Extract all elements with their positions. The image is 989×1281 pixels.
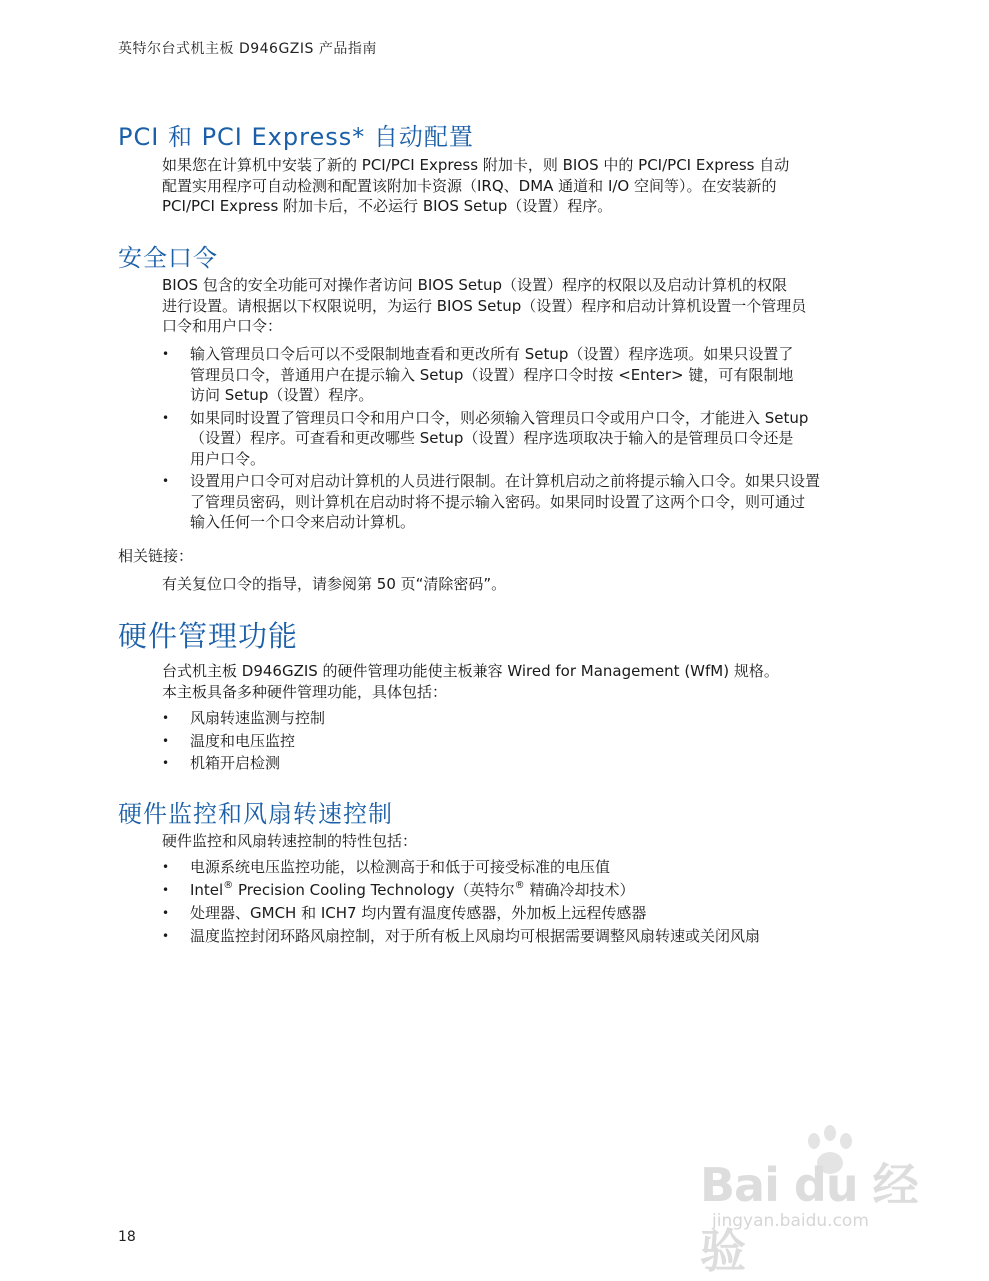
bullet-line: 了管理员密码，则计算机在启动时将不提示输入密码。如果同时设置了这两个口令，则可通过 — [190, 492, 806, 511]
bullet-text: 电源系统电压监控功能，以检测高于和低于可接受标准的电压值 — [190, 858, 611, 876]
bullet-text: 温度监控封闭环路风扇控制，对于所有板上风扇均可根据需要调整风扇转速或关闭风扇 — [190, 927, 761, 945]
bullet-icon: • — [162, 756, 170, 770]
bullet-line: 用户口令。 — [190, 449, 266, 468]
hardware-bullet-list — [162, 707, 882, 775]
list-item — [162, 344, 882, 406]
bullet-text-part: 精确冷却技术） — [524, 881, 635, 899]
bullet-icon: • — [162, 711, 170, 725]
section-heading-pci: PCI 和 PCI Express* 自动配置 — [118, 123, 474, 151]
bullet-line: 设置用户口令可对启动计算机的人员进行限制。在计算机启动之前将提示输入口令。如果只设置 — [190, 472, 821, 490]
bullet-line: 输入任何一个口令来启动计算机。 — [190, 513, 416, 531]
bullet-text — [190, 881, 634, 899]
hardware-intro — [162, 661, 882, 702]
bullet-icon: • — [162, 929, 170, 943]
bullet-icon: • — [162, 347, 170, 361]
bullet-icon: • — [162, 474, 170, 488]
bullet-text: 处理器、GMCH 和 ICH7 均内置有温度传感器，外加板上远程传感器 — [190, 904, 647, 922]
page-number: 18 — [118, 1229, 136, 1245]
list-item — [162, 856, 882, 879]
list-item — [162, 925, 882, 948]
password-intro-line: 进行设置。请根据以下权限说明，为运行 BIOS Setup（设置）程序和启动计算机设置一个管理员 — [162, 296, 807, 315]
list-item — [162, 471, 882, 533]
bullet-text: 机箱开启检测 — [190, 754, 281, 772]
section-heading-password: 安全口令 — [118, 244, 218, 272]
password-bullet-list — [162, 344, 882, 533]
bullet-line: 输入管理员口令后可以不受限制地查看和更改所有 Setup（设置）程序选项。如果只设置了 — [190, 345, 794, 363]
related-links-label: 相关链接： — [118, 547, 194, 565]
list-item — [162, 902, 882, 925]
bullet-text: 风扇转速监测与控制 — [190, 709, 326, 727]
list-item — [162, 752, 882, 775]
pci-paragraph — [162, 155, 882, 217]
registered-mark: ® — [223, 880, 234, 891]
registered-mark: ® — [514, 880, 525, 891]
bullet-icon: • — [162, 860, 170, 874]
monitoring-intro: 硬件监控和风扇转速控制的特性包括： — [162, 832, 418, 850]
password-intro-line: 口令和用户口令： — [162, 317, 283, 335]
baidu-watermark — [700, 1125, 935, 1278]
password-intro — [162, 275, 882, 337]
bullet-line: 管理员口令，普通用户在提示输入 Setup（设置）程序口令时按 <Enter> 键，可有限制地 — [190, 365, 794, 384]
hardware-intro-line: 本主板具备多种硬件管理功能，具体包括： — [162, 682, 448, 701]
running-header: 英特尔台式机主板 D946GZIS 产品指南 — [118, 41, 377, 57]
list-item — [162, 879, 882, 902]
section-heading-monitoring: 硬件监控和风扇转速控制 — [118, 800, 393, 828]
pci-line: 配置实用程序可自动检测和配置该附加卡资源（IRQ、DMA 通道和 I/O 空间等）。在安装新的 — [162, 176, 777, 195]
list-item — [162, 707, 882, 730]
watermark-brand: Bai du 经验 — [700, 1158, 918, 1278]
bullet-line: （设置）程序。可查看和更改哪些 Setup（设置）程序选项取决于输入的是管理员口令还是 — [190, 429, 794, 447]
bullet-text-part: Precision Cooling Technology（英特尔 — [233, 881, 515, 899]
monitoring-bullet-list — [162, 856, 882, 948]
bullet-line: 访问 Setup（设置）程序。 — [190, 386, 374, 404]
bullet-icon: • — [162, 733, 170, 748]
bullet-icon: • — [162, 410, 170, 425]
section-heading-hardware: 硬件管理功能 — [118, 619, 299, 653]
related-link-text[interactable]: 有关复位口令的指导，请参阅第 50 页“清除密码”。 — [162, 575, 507, 593]
list-item — [162, 408, 882, 470]
pci-line: 如果您在计算机中安装了新的 PCI/PCI Express 附加卡，则 BIOS 中的 PCI/PCI Express 自动 — [162, 156, 790, 174]
watermark-url: jingyan.baidu.com — [712, 1211, 869, 1231]
pci-line: PCI/PCI Express 附加卡后，不必运行 BIOS Setup（设置）程序。 — [162, 197, 613, 215]
bullet-icon: • — [162, 906, 170, 920]
bullet-text: 温度和电压监控 — [190, 731, 296, 750]
list-item — [162, 730, 882, 753]
password-intro-line: BIOS 包含的安全功能可对操作者访问 BIOS Setup（设置）程序的权限以及启动计算机的权限 — [162, 276, 788, 294]
bullet-text-part: Intel — [190, 881, 224, 899]
bullet-icon: • — [162, 883, 170, 897]
hardware-intro-line: 台式机主板 D946GZIS 的硬件管理功能使主板兼容 Wired for Management (WfM) 规格。 — [162, 662, 779, 680]
bullet-line: 如果同时设置了管理员口令和用户口令，则必须输入管理员口令或用户口令，才能进入 Setup — [190, 408, 809, 427]
